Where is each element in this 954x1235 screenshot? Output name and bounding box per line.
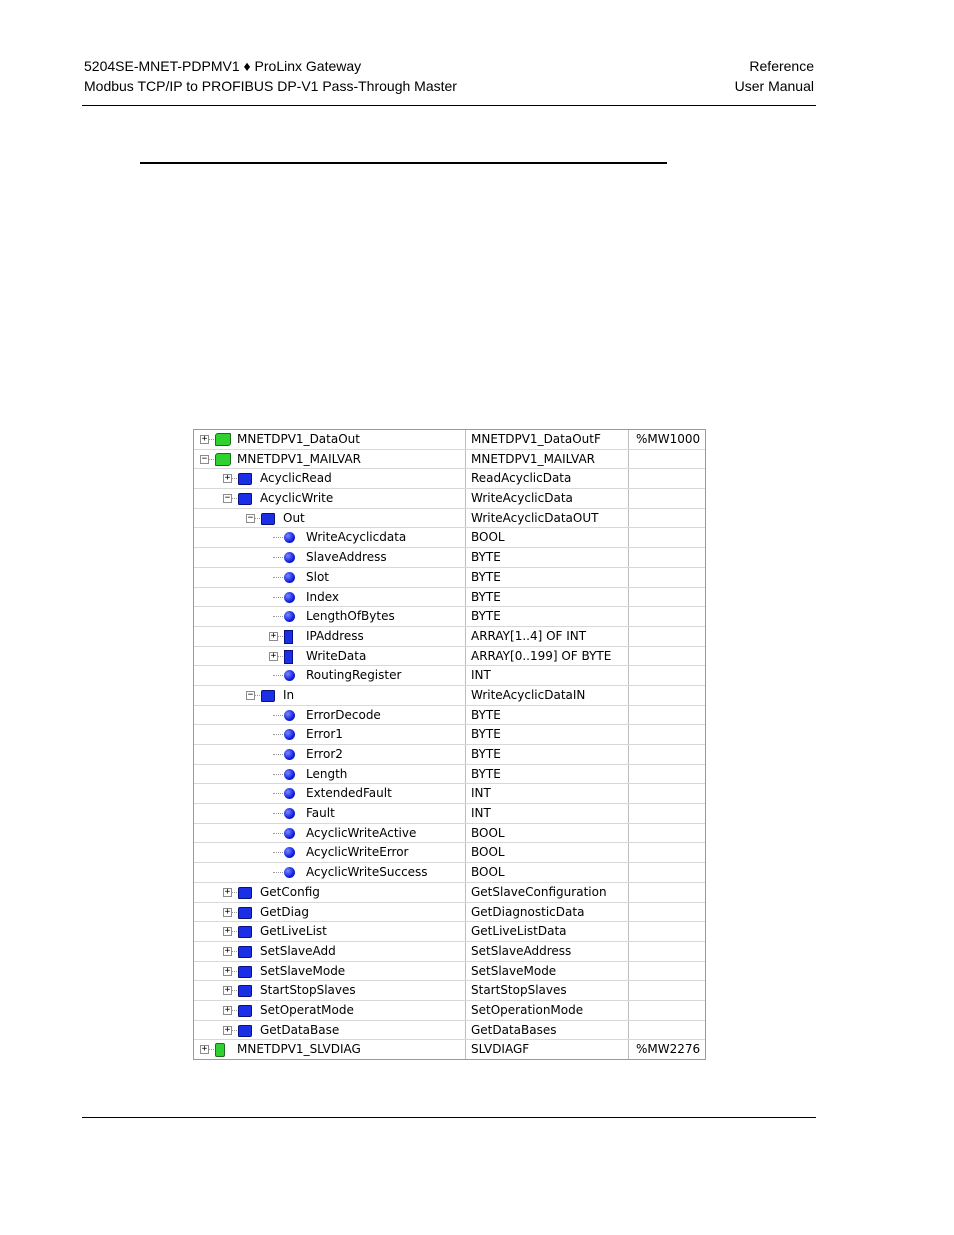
tree-address-cell bbox=[630, 686, 706, 705]
tree-row[interactable] bbox=[194, 489, 705, 509]
tree-item-name[interactable]: AcyclicWrite bbox=[260, 491, 334, 506]
tree-name-cell[interactable] bbox=[194, 607, 466, 626]
tree-address-cell bbox=[630, 903, 706, 922]
collapse-icon[interactable]: − bbox=[247, 512, 254, 523]
expand-icon[interactable]: + bbox=[224, 473, 231, 484]
tree-row[interactable] bbox=[194, 863, 705, 883]
tree-address-cell bbox=[630, 588, 706, 607]
tree-row[interactable] bbox=[194, 568, 705, 588]
tree-item-name[interactable]: Slot bbox=[306, 569, 329, 584]
tree-connector bbox=[209, 459, 214, 460]
blue-ball-icon bbox=[284, 749, 295, 760]
tree-connector bbox=[232, 990, 237, 991]
tree-connector bbox=[209, 439, 214, 440]
tree-name-cell[interactable] bbox=[194, 784, 466, 803]
tree-name-cell[interactable] bbox=[194, 666, 466, 685]
blue-cube-icon bbox=[238, 966, 252, 978]
tree-name-cell[interactable] bbox=[194, 863, 466, 882]
tree-type-cell: BOOL bbox=[466, 528, 629, 547]
tree-name-cell[interactable] bbox=[194, 883, 466, 902]
tree-name-cell[interactable] bbox=[194, 430, 466, 449]
tree-connector bbox=[209, 1049, 214, 1050]
tree-item-name[interactable]: Error2 bbox=[306, 747, 343, 761]
tree-type-cell: BYTE bbox=[466, 706, 629, 725]
tree-type-cell: WriteAcyclicDataIN bbox=[466, 686, 629, 705]
tree-item-name[interactable]: SetOperatMode bbox=[260, 1002, 354, 1017]
tree-type-cell: WriteAcyclicDataOUT bbox=[466, 509, 629, 528]
blue-ball-icon bbox=[284, 611, 295, 622]
tree-address-cell bbox=[630, 784, 706, 803]
tree-name-cell[interactable] bbox=[194, 922, 466, 941]
tree-address-cell bbox=[630, 883, 706, 902]
tree-item-name[interactable]: StartStopSlaves bbox=[260, 983, 356, 998]
tree-address-cell bbox=[630, 725, 706, 744]
tree-name-cell[interactable] bbox=[194, 804, 466, 823]
expand-icon[interactable]: + bbox=[224, 1024, 231, 1035]
tree-name-cell[interactable] bbox=[194, 647, 466, 666]
expand-icon[interactable]: + bbox=[224, 926, 231, 937]
tree-item-name[interactable]: SetSlaveMode bbox=[260, 963, 346, 978]
tree-connector bbox=[273, 616, 283, 617]
tree-type-cell: BYTE bbox=[466, 765, 629, 784]
tree-type-cell: SetSlaveMode bbox=[466, 962, 629, 981]
tree-type-cell: BYTE bbox=[466, 725, 629, 744]
tree-address-cell bbox=[630, 706, 706, 725]
tree-address-cell bbox=[630, 863, 706, 882]
tree-type-cell: SetOperationMode bbox=[466, 1001, 629, 1020]
tree-item-name[interactable]: ExtendedFault bbox=[306, 786, 392, 801]
tree-connector bbox=[255, 695, 260, 696]
tree-type-cell: MNETDPV1_DataOutF bbox=[466, 430, 629, 449]
tree-name-cell[interactable] bbox=[194, 469, 466, 488]
tree-address-cell bbox=[630, 528, 706, 547]
tree-item-name[interactable]: LengthOfBytes bbox=[306, 609, 395, 624]
tree-connector bbox=[273, 774, 283, 775]
tree-name-cell[interactable] bbox=[194, 528, 466, 547]
tree-address-cell bbox=[630, 1001, 706, 1020]
tree-address-cell bbox=[630, 765, 706, 784]
tree-item-name[interactable]: RoutingRegister bbox=[306, 668, 402, 683]
tree-item-name[interactable]: GetDiag bbox=[260, 904, 309, 919]
tree-item-name[interactable]: ErrorDecode bbox=[306, 707, 381, 722]
tree-name-cell[interactable] bbox=[194, 489, 466, 508]
tree-item-name[interactable]: GetConfig bbox=[260, 884, 320, 899]
tree-row[interactable] bbox=[194, 706, 705, 726]
tree-address-cell bbox=[630, 548, 706, 567]
tree-row[interactable] bbox=[194, 430, 705, 450]
footer-rule bbox=[82, 1117, 816, 1118]
variable-tree[interactable] bbox=[193, 429, 706, 1060]
tree-type-cell: INT bbox=[466, 804, 629, 823]
tree-name-cell[interactable] bbox=[194, 903, 466, 922]
tree-row[interactable] bbox=[194, 981, 705, 1001]
tree-name-cell[interactable] bbox=[194, 568, 466, 587]
tree-item-name[interactable]: MNETDPV1_MAILVAR bbox=[237, 451, 362, 466]
tree-name-cell[interactable] bbox=[194, 588, 466, 607]
tree-address-cell bbox=[630, 1021, 706, 1040]
tree-type-cell: ReadAcyclicData bbox=[466, 469, 629, 488]
tree-connector bbox=[273, 813, 283, 814]
tree-row[interactable] bbox=[194, 922, 705, 942]
tree-connector bbox=[273, 793, 283, 794]
tree-row[interactable] bbox=[194, 1001, 705, 1021]
tree-address-cell bbox=[630, 607, 706, 626]
tree-type-cell: WriteAcyclicData bbox=[466, 489, 629, 508]
tree-name-cell[interactable] bbox=[194, 450, 466, 469]
tree-connector bbox=[232, 892, 237, 893]
tree-type-cell: BOOL bbox=[466, 824, 629, 843]
tree-address-cell bbox=[630, 981, 706, 1000]
tree-connector bbox=[273, 734, 283, 735]
tree-name-cell[interactable] bbox=[194, 981, 466, 1000]
tree-connector bbox=[273, 754, 283, 755]
tree-item-name[interactable]: MNETDPV1_SLVDIAG bbox=[237, 1042, 361, 1057]
tree-address-cell bbox=[630, 942, 706, 961]
tree-type-cell: INT bbox=[466, 784, 629, 803]
tree-type-cell: BYTE bbox=[466, 607, 629, 626]
section-rule bbox=[140, 162, 667, 164]
blue-ball-icon bbox=[284, 729, 295, 740]
tree-item-name[interactable]: Index bbox=[306, 589, 340, 604]
tree-row[interactable] bbox=[194, 883, 705, 903]
tree-row[interactable] bbox=[194, 627, 705, 647]
expand-icon[interactable]: + bbox=[224, 985, 231, 996]
tree-name-cell[interactable] bbox=[194, 942, 466, 961]
tree-connector bbox=[273, 557, 283, 558]
tree-address-cell: %MW1000 bbox=[636, 432, 701, 446]
tree-type-cell: BYTE bbox=[466, 745, 629, 764]
tree-name-cell[interactable] bbox=[194, 765, 466, 784]
collapse-icon[interactable]: − bbox=[247, 689, 254, 700]
tree-row[interactable] bbox=[194, 725, 705, 745]
tree-name-cell[interactable] bbox=[194, 745, 466, 764]
tree-address-cell bbox=[630, 647, 706, 666]
tree-type-cell: ARRAY[0..199] OF BYTE bbox=[466, 647, 629, 666]
blue-cube-icon bbox=[238, 887, 252, 899]
tree-row[interactable] bbox=[194, 469, 705, 489]
tree-type-cell: MNETDPV1_MAILVAR bbox=[466, 450, 629, 469]
tree-type-cell: GetDataBases bbox=[466, 1021, 629, 1040]
header-section-name: Reference bbox=[749, 58, 814, 74]
tree-item-name[interactable]: WriteAcyclicdata bbox=[306, 530, 407, 545]
tree-connector bbox=[232, 971, 237, 972]
tree-item-name[interactable]: SetSlaveAdd bbox=[260, 943, 336, 958]
tree-type-cell: BYTE bbox=[466, 588, 629, 607]
tree-name-cell[interactable] bbox=[194, 725, 466, 744]
blue-cube-icon bbox=[238, 473, 252, 485]
tree-name-cell[interactable] bbox=[194, 686, 466, 705]
blue-cube-icon bbox=[238, 985, 252, 997]
tree-name-cell[interactable] bbox=[194, 824, 466, 843]
tree-type-cell: SetSlaveAddress bbox=[466, 942, 629, 961]
tree-row[interactable] bbox=[194, 1021, 705, 1041]
tree-name-cell[interactable] bbox=[194, 548, 466, 567]
tree-item-name[interactable]: MNETDPV1_DataOut bbox=[237, 432, 360, 446]
blue-array-icon bbox=[284, 630, 293, 644]
tree-row[interactable] bbox=[194, 607, 705, 627]
blue-ball-icon bbox=[284, 670, 295, 681]
tree-connector bbox=[232, 912, 237, 913]
blue-cube-icon bbox=[261, 513, 275, 525]
green-block-icon bbox=[215, 433, 231, 446]
tree-name-cell[interactable] bbox=[194, 509, 466, 528]
tree-name-cell[interactable] bbox=[194, 627, 466, 646]
tree-type-cell: StartStopSlaves bbox=[466, 981, 629, 1000]
tree-row[interactable] bbox=[194, 962, 705, 982]
blue-ball-icon bbox=[284, 710, 295, 721]
tree-address-cell bbox=[630, 843, 706, 862]
tree-item-name[interactable]: AcyclicWriteSuccess bbox=[306, 865, 428, 880]
tree-item-name[interactable]: GetLiveList bbox=[260, 924, 327, 939]
collapse-icon[interactable]: − bbox=[201, 453, 208, 464]
tree-connector bbox=[273, 852, 283, 853]
blue-ball-icon bbox=[284, 572, 295, 583]
blue-ball-icon bbox=[284, 828, 295, 839]
tree-name-cell[interactable] bbox=[194, 1040, 466, 1059]
expand-icon[interactable]: + bbox=[201, 434, 208, 444]
collapse-icon[interactable]: − bbox=[224, 493, 231, 504]
tree-item-name[interactable]: In bbox=[283, 687, 295, 702]
tree-address-cell bbox=[630, 469, 706, 488]
tree-row[interactable] bbox=[194, 1040, 705, 1059]
tree-item-name[interactable]: SlaveAddress bbox=[306, 550, 387, 565]
header-left bbox=[84, 56, 457, 96]
expand-icon[interactable]: + bbox=[201, 1044, 208, 1055]
tree-item-name[interactable]: Out bbox=[283, 510, 305, 525]
tree-address-cell bbox=[630, 824, 706, 843]
expand-icon[interactable]: + bbox=[224, 906, 231, 917]
expand-icon[interactable]: + bbox=[224, 945, 231, 956]
tree-address-cell bbox=[630, 627, 706, 646]
tree-row[interactable] bbox=[194, 509, 705, 529]
header-right bbox=[700, 56, 814, 96]
tree-connector bbox=[232, 931, 237, 932]
green-block-icon bbox=[215, 453, 231, 466]
expand-icon[interactable]: + bbox=[224, 886, 231, 897]
tree-type-cell: BYTE bbox=[466, 548, 629, 567]
tree-connector bbox=[278, 636, 283, 637]
tree-type-cell: BOOL bbox=[466, 863, 629, 882]
tree-type-cell: INT bbox=[466, 666, 629, 685]
tree-row[interactable] bbox=[194, 745, 705, 765]
blue-ball-icon bbox=[284, 788, 295, 799]
tree-connector bbox=[273, 597, 283, 598]
tree-row[interactable] bbox=[194, 804, 705, 824]
blue-ball-icon bbox=[284, 552, 295, 563]
tree-connector bbox=[273, 577, 283, 578]
tree-address-cell bbox=[630, 666, 706, 685]
blue-ball-icon bbox=[284, 867, 295, 878]
tree-row[interactable] bbox=[194, 765, 705, 785]
blue-ball-icon bbox=[284, 808, 295, 819]
tree-name-cell[interactable] bbox=[194, 962, 466, 981]
blue-array-icon bbox=[284, 650, 293, 664]
tree-row[interactable] bbox=[194, 824, 705, 844]
tree-type-cell: BYTE bbox=[466, 568, 629, 587]
blue-cube-icon bbox=[238, 1025, 252, 1037]
tree-item-name[interactable]: AcyclicRead bbox=[260, 471, 332, 486]
blue-cube-icon bbox=[238, 946, 252, 958]
tree-item-name[interactable]: AcyclicWriteActive bbox=[306, 825, 417, 840]
tree-type-cell: GetLiveListData bbox=[466, 922, 629, 941]
tree-address-cell bbox=[630, 922, 706, 941]
tree-type-cell: BOOL bbox=[466, 843, 629, 862]
tree-item-name[interactable]: WriteData bbox=[306, 648, 367, 663]
tree-item-name[interactable]: Fault bbox=[306, 806, 335, 821]
tree-connector bbox=[232, 498, 237, 499]
tree-connector bbox=[255, 518, 260, 519]
tree-address-cell bbox=[630, 489, 706, 508]
tree-row[interactable] bbox=[194, 528, 705, 548]
header-product-subtitle: Modbus TCP/IP to PROFIBUS DP-V1 Pass-Through Master bbox=[84, 78, 457, 94]
tree-row[interactable] bbox=[194, 942, 705, 962]
tree-connector bbox=[232, 1030, 237, 1031]
tree-address-cell bbox=[630, 962, 706, 981]
tree-name-cell[interactable] bbox=[194, 843, 466, 862]
tree-item-name[interactable]: IPAddress bbox=[306, 628, 364, 643]
tree-row[interactable] bbox=[194, 666, 705, 686]
blue-cube-icon bbox=[238, 1005, 252, 1017]
tree-item-name[interactable]: GetDataBase bbox=[260, 1022, 340, 1037]
tree-type-cell: GetSlaveConfiguration bbox=[466, 883, 629, 902]
tree-row[interactable] bbox=[194, 784, 705, 804]
tree-connector bbox=[232, 951, 237, 952]
tree-connector bbox=[273, 675, 283, 676]
header-rule bbox=[82, 105, 816, 106]
tree-row[interactable] bbox=[194, 548, 705, 568]
tree-address-cell bbox=[630, 804, 706, 823]
green-small-block-icon bbox=[215, 1043, 225, 1057]
tree-row[interactable] bbox=[194, 588, 705, 608]
tree-connector bbox=[232, 1010, 237, 1011]
tree-connector bbox=[232, 478, 237, 479]
expand-icon[interactable]: + bbox=[224, 965, 231, 976]
tree-row[interactable] bbox=[194, 903, 705, 923]
blue-cube-icon bbox=[238, 907, 252, 919]
tree-type-cell: ARRAY[1..4] OF INT bbox=[466, 627, 629, 646]
blue-cube-icon bbox=[238, 493, 252, 505]
tree-row[interactable] bbox=[194, 450, 705, 470]
tree-item-name[interactable]: AcyclicWriteError bbox=[306, 845, 409, 860]
tree-connector bbox=[273, 715, 283, 716]
tree-connector bbox=[278, 656, 283, 657]
tree-address-cell: %MW2276 bbox=[636, 1042, 701, 1057]
header-doc-type: User Manual bbox=[734, 78, 814, 94]
blue-ball-icon bbox=[284, 532, 295, 543]
tree-item-name[interactable]: Error1 bbox=[306, 727, 343, 742]
expand-icon[interactable]: + bbox=[270, 630, 277, 641]
tree-address-cell bbox=[630, 450, 706, 469]
header-product-title: 5204SE-MNET-PDPMV1 ♦ ProLinx Gateway bbox=[84, 58, 362, 74]
tree-type-cell: GetDiagnosticData bbox=[466, 903, 629, 922]
tree-item-name[interactable]: Length bbox=[306, 766, 348, 781]
tree-name-cell[interactable] bbox=[194, 706, 466, 725]
tree-address-cell bbox=[630, 568, 706, 587]
tree-row[interactable] bbox=[194, 647, 705, 667]
blue-cube-icon bbox=[261, 690, 275, 702]
tree-row[interactable] bbox=[194, 843, 705, 863]
tree-name-cell[interactable] bbox=[194, 1001, 466, 1020]
blue-ball-icon bbox=[284, 847, 295, 858]
tree-connector bbox=[273, 872, 283, 873]
tree-name-cell[interactable] bbox=[194, 1021, 466, 1040]
expand-icon[interactable]: + bbox=[224, 1004, 231, 1015]
expand-icon[interactable]: + bbox=[270, 650, 277, 661]
tree-row[interactable] bbox=[194, 686, 705, 706]
tree-connector bbox=[273, 833, 283, 834]
blue-ball-icon bbox=[284, 592, 295, 603]
tree-connector bbox=[273, 537, 283, 538]
tree-address-cell bbox=[630, 509, 706, 528]
tree-type-cell: SLVDIAGF bbox=[466, 1040, 629, 1059]
blue-cube-icon bbox=[238, 926, 252, 938]
blue-ball-icon bbox=[284, 769, 295, 780]
tree-address-cell bbox=[630, 745, 706, 764]
